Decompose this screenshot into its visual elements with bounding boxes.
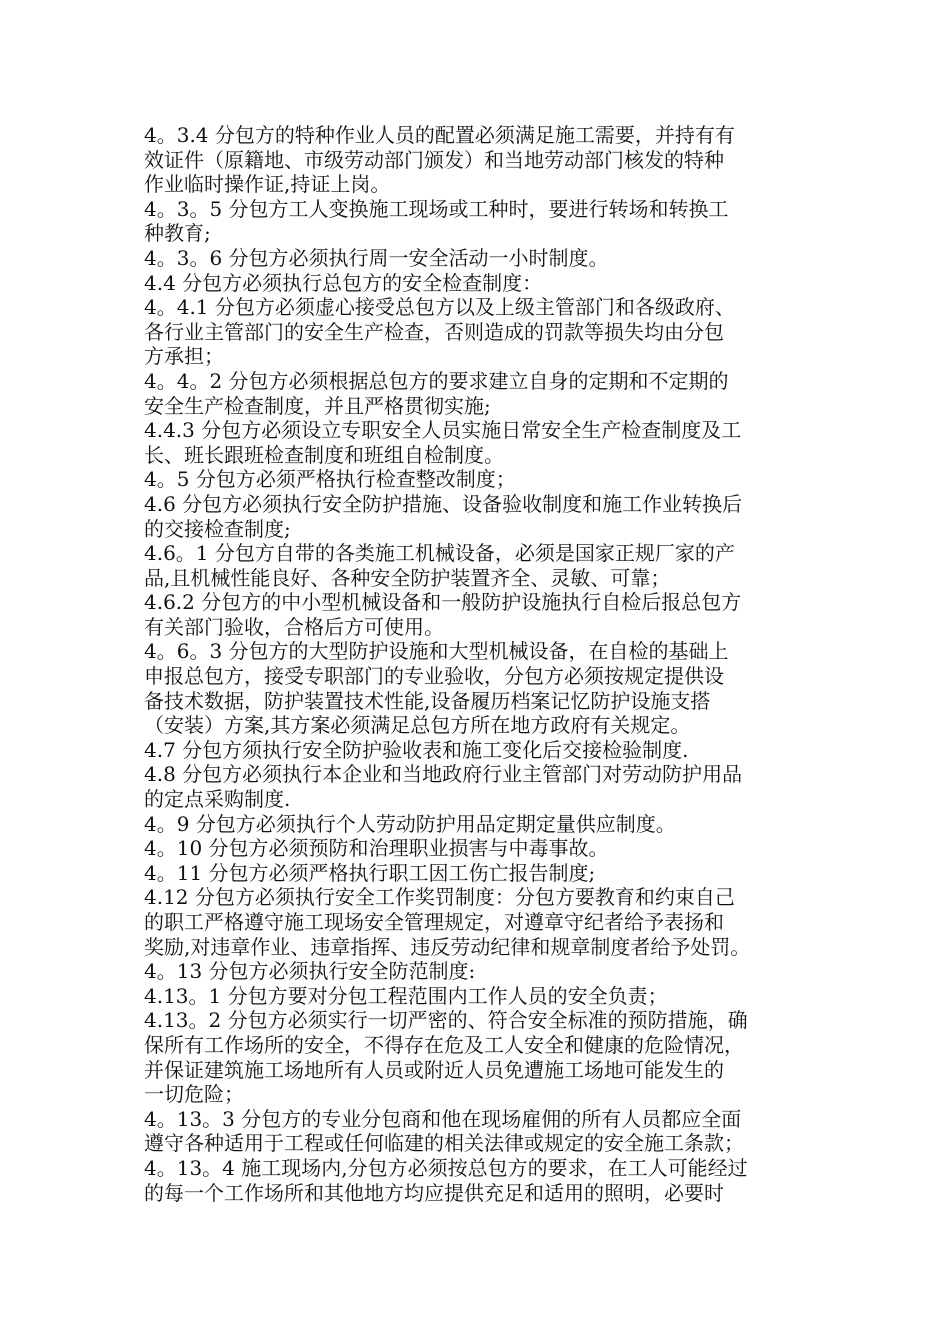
text-line: 保所有工作场所的安全，不得存在危及工人安全和健康的危险情况，: [144, 1032, 744, 1057]
text-line: 的交接检查制度;: [144, 516, 291, 541]
text-line: 奖励,对违章作业、违章指挥、违反劳动纪律和规章制度者给予处罚。: [144, 934, 751, 959]
text-line: 4.6。1 分包方自带的各类施工机械设备，必须是国家正规厂家的产: [144, 541, 735, 566]
text-line: 的职工严格遵守施工现场安全管理规定，对遵章守纪者给予表扬和: [144, 910, 724, 934]
text-line: 安全生产检查制度，并且严格贯彻实施;: [144, 393, 491, 418]
text-line: 4。3。6 分包方必须执行周一安全活动一小时制度。: [144, 245, 609, 270]
text-line: 并保证建筑施工场地所有人员或附近人员免遭施工场地可能发生的: [144, 1057, 724, 1082]
document-body: [144, 123, 814, 1205]
text-line: 4。6。3 分包方的大型防护设施和大型机械设备，在自检的基础上: [144, 639, 729, 664]
text-line: 品,且机械性能良好、各种安全防护装置齐全、灵敏、可靠；: [144, 565, 671, 590]
text-line: 一切危险；: [144, 1082, 244, 1107]
text-line: 4。10 分包方必须预防和治理职业损害与中毒事故。: [144, 836, 609, 861]
text-line: 备技术数据，防护装置技术性能,设备履历档案记忆防护设施支搭: [144, 688, 711, 713]
text-line: 遵守各种适用于工程或任何临建的相关法律或规定的安全施工条款；: [144, 1131, 744, 1156]
text-line: 效证件（原籍地、市级劳动部门颁发）和当地劳动部门核发的特种: [144, 147, 724, 172]
text-line: 4.13。2 分包方必须实行一切严密的、符合安全标准的预防措施，确: [144, 1008, 748, 1033]
text-line: 4。4.1 分包方必须虚心接受总包方以及上级主管部门和各级政府、: [144, 295, 735, 320]
text-line: 4。13 分包方必须执行安全防范制度:: [144, 959, 476, 984]
text-line: 4.4 分包方必须执行总包方的安全检查制度：: [144, 270, 543, 295]
text-line: 种教育;: [144, 221, 211, 246]
text-line: （安装）方案,其方案必须满足总包方所在地方政府有关规定。: [144, 713, 691, 738]
text-line: 4。5 分包方必须严格执行检查整改制度；: [144, 467, 516, 492]
text-line: 各行业主管部门的安全生产检查，否则造成的罚款等损失均由分包: [144, 319, 724, 344]
text-line: 4。13。4 施工现场内,分包方必须按总包方的要求，在工人可能经过: [144, 1155, 748, 1180]
text-line: 4。13。3 分包方的专业分包商和他在现场雇佣的所有人员都应全面: [144, 1106, 742, 1131]
text-line: 4.7 分包方须执行安全防护验收表和施工变化后交接检验制度.: [144, 737, 689, 762]
text-line: 长、班长跟班检查制度和班组自检制度。: [144, 442, 504, 467]
text-line: 4.12 分包方必须执行安全工作奖罚制度：分包方要教育和约束自己: [144, 885, 735, 910]
text-line: 方承担；: [144, 344, 224, 369]
text-line: 4.4.3 分包方必须设立专职安全人员实施日常安全生产检查制度及工: [144, 418, 742, 443]
text-line: 4。3。5 分包方工人变换施工现场或工种时，要进行转场和转换工: [144, 196, 729, 221]
text-line: 4.6 分包方必须执行安全防护措施、设备验收制度和施工作业转换后: [144, 491, 743, 516]
text-line: 申报总包方，接受专职部门的专业验收，分包方必须按规定提供设: [144, 664, 724, 689]
text-line: 4。3.4 分包方的特种作业人员的配置必须满足施工需要，并持有有: [144, 123, 735, 147]
text-line: 4。4。2 分包方必须根据总包方的要求建立自身的定期和不定期的: [144, 368, 729, 393]
text-line: 的每一个工作场所和其他地方均应提供充足和适用的照明，必要时: [144, 1180, 724, 1205]
text-line: 4。11 分包方必须严格执行职工因工伤亡报告制度;: [144, 860, 596, 885]
text-line: 4.6.2 分包方的中小型机械设备和一般防护设施执行自检后报总包方: [144, 590, 742, 615]
text-line: 4.13。1 分包方要对分包工程范围内工作人员的安全负责；: [144, 983, 668, 1008]
text-line: 有关部门验收，合格后方可使用。: [144, 614, 444, 639]
text-line: 4。9 分包方必须执行个人劳动防护用品定期定量供应制度。: [144, 811, 676, 836]
text-line: 作业临时操作证,持证上岗。: [144, 172, 391, 197]
text-line: 4.8 分包方必须执行本企业和当地政府行业主管部门对劳动防护用品: [144, 762, 743, 787]
text-line: 的定点采购制度.: [144, 787, 291, 812]
